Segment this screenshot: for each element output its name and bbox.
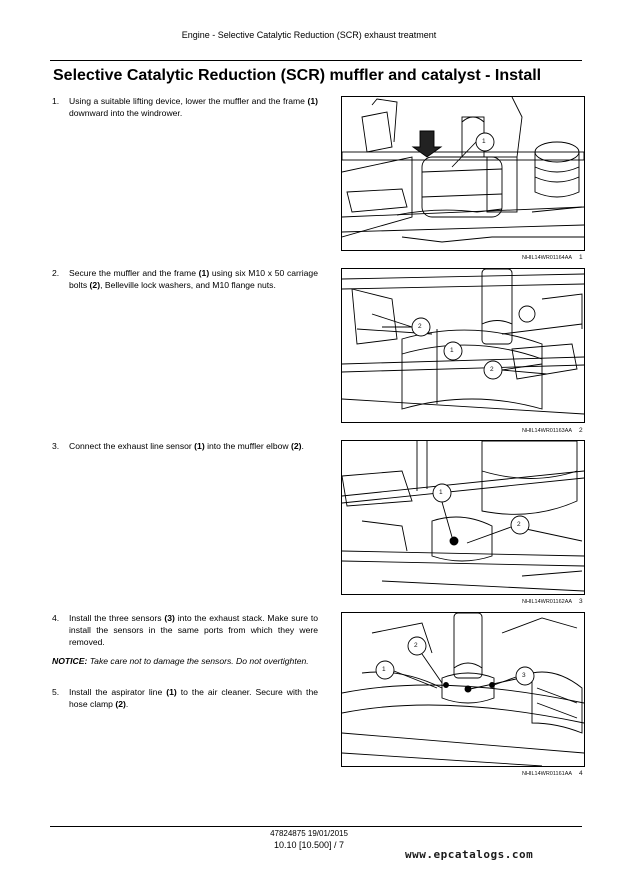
page-number: 10.10 [10.500] / 7 <box>273 840 345 850</box>
callout-label: 3 <box>522 672 526 679</box>
document-id: 47824875 19/01/2015 <box>270 829 348 838</box>
figure-code: NHIL14WR01161AA <box>522 771 573 777</box>
step-number: 2. <box>52 268 60 278</box>
callout-label: 1 <box>450 347 454 354</box>
figure-1-illustration <box>341 96 585 251</box>
figure-number: 2 <box>579 427 583 434</box>
step-text: Secure the muffler and the frame (1) using six M10 x 50 carriage bolts (2), Belleville lock washers, and M10 flange nuts. <box>69 268 318 290</box>
step-3 <box>52 440 318 452</box>
figure-code: NHIL14WR01162AA <box>522 599 573 605</box>
callout-label: 2 <box>517 521 521 528</box>
step-text: Using a suitable lifting device, lower the muffler and the frame (1) downward into the windrower. <box>69 96 318 118</box>
step-text: Install the three sensors (3) into the exhaust stack. Make sure to install the sensors in the same ports from which they were removed. <box>69 613 318 647</box>
figure-code: NHIL14WR01164AA <box>522 255 573 261</box>
step-number: 1. <box>52 96 60 106</box>
figure-number: 4 <box>579 770 583 777</box>
step-5 <box>52 686 318 710</box>
step-number: 5. <box>52 687 60 697</box>
header-divider <box>50 60 582 61</box>
step-1 <box>52 95 318 119</box>
figure-code: NHIL14WR01163AA <box>522 428 573 434</box>
step-4 <box>52 612 318 648</box>
figure-2-illustration <box>341 268 585 423</box>
watermark: www.epcatalogs.com <box>405 848 534 861</box>
step-number: 3. <box>52 441 60 451</box>
step-text: Connect the exhaust line sensor (1) into the muffler elbow (2). <box>69 441 304 451</box>
notice-text: Take care not to damage the sensors. Do not overtighten. <box>89 656 309 666</box>
figure-4-illustration <box>341 612 585 767</box>
figure-number: 1 <box>579 254 583 261</box>
figure-3-illustration <box>341 440 585 595</box>
running-header: Engine - Selective Catalytic Reduction (SCR) exhaust treatment <box>181 30 437 40</box>
step-text: Install the aspirator line (1) to the air cleaner. Secure with the hose clamp (2). <box>69 687 318 709</box>
step-2 <box>52 267 318 291</box>
notice <box>52 655 318 667</box>
callout-label: 1 <box>439 489 443 496</box>
step-number: 4. <box>52 613 60 623</box>
notice-label: NOTICE: <box>52 656 88 666</box>
callout-label: 2 <box>490 366 494 373</box>
callout-label: 2 <box>418 323 422 330</box>
callout-label: 1 <box>482 138 486 145</box>
page-title: Selective Catalytic Reduction (SCR) muffler and catalyst - Install <box>53 67 542 84</box>
callout-label: 1 <box>382 666 386 673</box>
figure-number: 3 <box>579 598 583 605</box>
callout-label: 2 <box>414 642 418 649</box>
footer-divider <box>50 826 582 827</box>
